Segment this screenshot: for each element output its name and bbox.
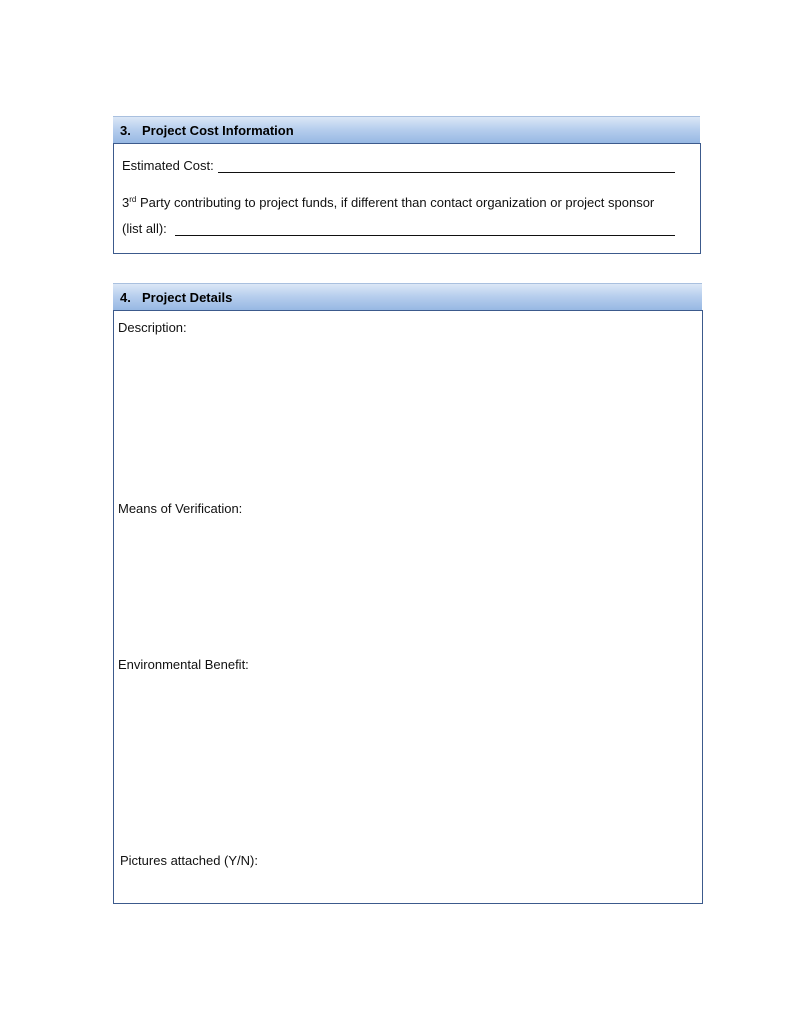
third-party-ordinal: 3: [122, 195, 130, 210]
environmental-benefit-label: Environmental Benefit:: [118, 657, 249, 672]
section-4-box: [113, 310, 703, 904]
description-label: Description:: [118, 320, 187, 335]
pictures-attached-label: Pictures attached (Y/N):: [120, 853, 258, 868]
section-3-box: [113, 143, 701, 254]
section-4-header: [113, 283, 702, 310]
estimated-cost-label: Estimated Cost:: [122, 158, 214, 173]
verification-label: Means of Verification:: [118, 501, 243, 516]
section-3-title-text: Project Cost Information: [142, 123, 294, 138]
section-4-number: 4.: [120, 290, 131, 305]
section-3-title: [120, 123, 294, 138]
verification-field[interactable]: [118, 521, 696, 651]
list-all-field[interactable]: [175, 235, 675, 236]
environmental-benefit-field[interactable]: [118, 677, 696, 847]
pictures-attached-field[interactable]: [264, 851, 564, 871]
description-field[interactable]: [118, 341, 696, 491]
third-party-ordinal-suffix: rd: [129, 195, 137, 204]
section-3-header: [113, 116, 700, 143]
third-party-label: [122, 195, 654, 210]
section-3-number: 3.: [120, 123, 131, 138]
section-4-title: [120, 290, 232, 305]
section-4-title-text: Project Details: [142, 290, 233, 305]
estimated-cost-field[interactable]: [218, 172, 675, 173]
list-all-label: (list all):: [122, 221, 167, 236]
third-party-text: Party contributing to project funds, if different than contact organization or project sponsor: [139, 195, 655, 210]
